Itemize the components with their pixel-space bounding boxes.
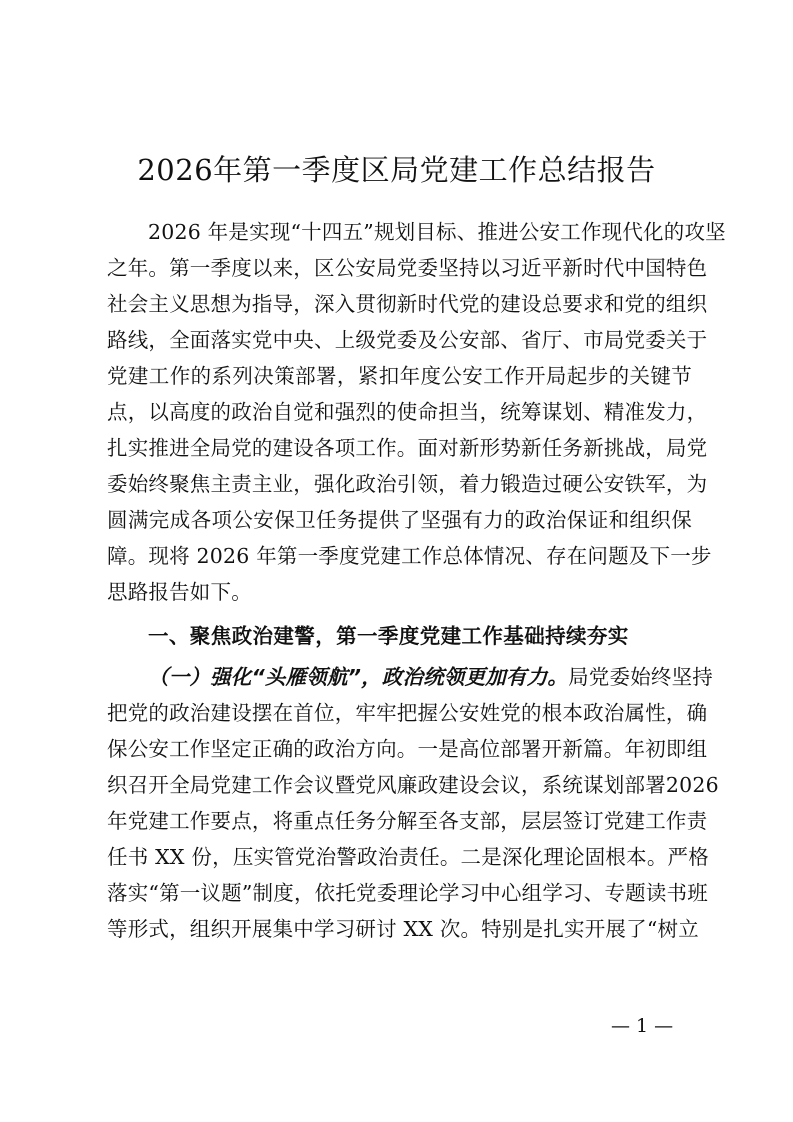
document-title: 2026年第一季度区局党建工作总结报告 [137, 153, 656, 187]
section-paragraph [107, 659, 719, 947]
paragraph-line: 障。现将 2026 年第一季度党建工作总体情况、存在问题及下一步 [107, 544, 712, 568]
section-heading: 一、聚焦政治建警，第一季度党建工作基础持续夯实 [148, 624, 629, 648]
paragraph-first-line [107, 659, 714, 695]
paragraph-line: 圆满完成各项公安保卫任务提供了坚强有力的政治保证和组织保 [107, 508, 692, 532]
sub-heading: （一）强化“头雁领航”，政治统领更加有力。 [148, 665, 569, 689]
paragraph-line: 思路报告如下。 [107, 580, 252, 604]
paragraph-line: 之年。第一季度以来，区公安局党委坚持以习近平新时代中国特色 [107, 256, 708, 280]
paragraph-line-text: 局党委始终坚持 [568, 665, 714, 689]
paragraph-line: 社会主义思想为指导，深入贯彻新时代党的建设总要求和党的组织 [107, 292, 708, 316]
paragraph-line: 把党的政治建设摆在首位，牢牢把握公安姓党的根本政治属性，确 [107, 701, 708, 725]
paragraph-line: 任书 XX 份，压实管党治警政治责任。二是深化理论固根本。严格 [107, 845, 709, 869]
paragraph-line: 织召开全局党建工作会议暨党风廉政建设会议，系统谋划部署2026 [107, 773, 719, 797]
paragraph-line: 路线，全面落实党中央、上级党委及公安部、省厅、市局党委关于 [107, 328, 708, 352]
paragraph-line: 2026 年是实现“十四五”规划目标、推进公安工作现代化的攻坚 [148, 220, 726, 244]
paragraph-line: 年党建工作要点，将重点任务分解至各支部，层层签订党建工作责 [107, 809, 708, 833]
paragraph-line: 点，以高度的政治自觉和强烈的使命担当，统筹谋划、精准发力， [107, 400, 708, 424]
paragraph-line: 等形式，组织开展集中学习研讨 XX 次。特别是扎实开展了“树立 [107, 917, 699, 941]
paragraph-line: 委始终聚焦主责主业，强化政治引领，着力锻造过硬公安铁军，为 [107, 472, 708, 496]
page-number: — 1 — [611, 1015, 674, 1037]
paragraph-line: 扎实推进全局党的建设各项工作。面对新形势新任务新挑战，局党 [107, 436, 708, 460]
paragraph-line: 党建工作的系列决策部署，紧扣年度公安工作开局起步的关键节 [107, 364, 692, 388]
paragraph-line: 落实“第一议题”制度，依托党委理论学习中心组学习、专题读书班 [107, 881, 708, 905]
intro-paragraph [107, 214, 726, 610]
paragraph-line: 保公安工作坚定正确的政治方向。一是高位部署开新篇。年初即组 [107, 737, 708, 761]
